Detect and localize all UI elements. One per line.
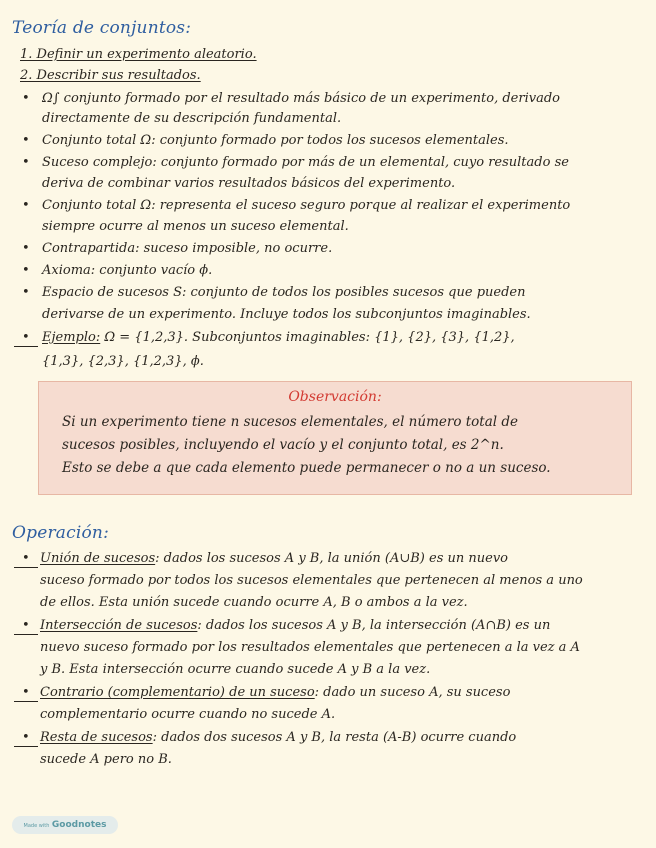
step-2: 2. Describir sus resultados.: [20, 68, 201, 83]
bullet-3-line-2: deriva de combinar varios resultados básicos del experimento.: [42, 176, 456, 191]
observation-line-3: Esto se debe a que cada elemento puede permanecer o no a un suceso.: [62, 460, 551, 476]
bullet-dot: •: [22, 285, 30, 300]
bullet-1-line-1: Ω∫ conjunto formado por el resultado más básico de un experimento, derivado: [42, 91, 560, 106]
op-2-line-1: [40, 618, 550, 634]
margin-underline: [14, 701, 38, 702]
bullet-8-line-2: {1,3}, {2,3}, {1,2,3}, ϕ.: [42, 354, 204, 369]
bullet-3-line-1: Suceso complejo: conjunto formado por más de un elemental, cuyo resultado se: [42, 155, 569, 170]
op-1-text: : dados los sucesos A y B, la unión (A∪B) es un nuevo: [155, 551, 508, 566]
op-2-text: : dados los sucesos A y B, la intersección (A∩B) es un: [197, 618, 551, 633]
bullet-2-line-1: Conjunto total Ω: conjunto formado por todos los sucesos elementales.: [42, 133, 509, 148]
bullet-dot: •: [22, 155, 30, 170]
observation-line-1: Si un experimento tiene n sucesos elementales, el número total de: [62, 414, 519, 430]
bullet-8-line-1: [42, 330, 515, 346]
bullet-7-line-2: derivarse de un experimento. Incluye todos los subconjuntos imaginables.: [42, 307, 531, 322]
op-3-term: Contrario (complementario) de un suceso: [40, 685, 315, 700]
heading-operacion: Operación:: [12, 523, 110, 543]
example-text: Ω = {1,2,3}. Subconjuntos imaginables: {1}, {2}, {3}, {1,2},: [100, 330, 515, 345]
op-1-term: Unión de sucesos: [40, 551, 156, 566]
bullet-4-line-2: siempre ocurre al menos un suceso elemental.: [42, 219, 349, 234]
bullet-dot: •: [22, 198, 30, 213]
bullet-6-line-1: Axioma: conjunto vacío ϕ.: [42, 263, 213, 278]
badge-prefix: Made with: [23, 823, 50, 829]
op-2-line-2: nuevo suceso formado por los resultados elementales que pertenecen a la vez a A: [40, 640, 580, 655]
heading-teoria: Teoría de conjuntos:: [12, 18, 192, 38]
bullet-1-line-2: directamente de su descripción fundamental.: [42, 111, 342, 126]
observation-title: Observación:: [288, 389, 382, 405]
example-label: Ejemplo:: [42, 330, 101, 345]
margin-underline: [14, 567, 38, 568]
bullet-7-line-1: Espacio de sucesos S: conjunto de todos los posibles sucesos que pueden: [42, 285, 526, 300]
op-1-line-1: [40, 551, 508, 567]
bullet-dot: •: [22, 241, 30, 256]
bullet-dot: •: [22, 91, 30, 106]
op-2-term: Intersección de sucesos: [40, 618, 198, 633]
badge-brand: Goodnotes: [51, 820, 107, 830]
op-3-line-1: [40, 685, 510, 701]
op-1-line-2: suceso formado por todos los sucesos elementales que pertenecen al menos a uno: [40, 573, 583, 588]
op-3-line-2: complementario ocurre cuando no sucede A.: [40, 707, 336, 722]
step-1: 1. Definir un experimento aleatorio.: [20, 47, 257, 62]
margin-underline: [14, 634, 38, 635]
margin-underline: [14, 746, 38, 747]
bullet-dot: •: [22, 618, 30, 633]
op-3-text: : dado un suceso A, su suceso: [314, 685, 511, 700]
bullet-5-line-1: Contrapartida: suceso imposible, no ocurre.: [42, 241, 333, 256]
margin-underline: [14, 346, 38, 347]
bullet-dot: •: [22, 730, 30, 745]
bullet-dot: •: [22, 330, 30, 345]
op-2-line-3: y B. Esta intersección ocurre cuando sucede A y B a la vez.: [40, 662, 431, 677]
goodnotes-badge: [12, 816, 118, 834]
bullet-4-line-1: Conjunto total Ω: representa el suceso seguro porque al realizar el experimento: [42, 198, 571, 213]
bullet-dot: •: [22, 685, 30, 700]
observation-line-2: sucesos posibles, incluyendo el vacío y el conjunto total, es 2^n.: [62, 437, 504, 453]
op-4-term: Resta de sucesos: [40, 730, 153, 745]
op-4-text: : dados dos sucesos A y B, la resta (A-B) ocurre cuando: [152, 730, 517, 745]
op-1-line-3: de ellos. Esta unión sucede cuando ocurre A, B o ambos a la vez.: [40, 595, 468, 610]
op-4-line-1: [40, 730, 516, 746]
bullet-dot: •: [22, 133, 30, 148]
bullet-dot: •: [22, 551, 30, 566]
bullet-dot: •: [22, 263, 30, 278]
op-4-line-2: sucede A pero no B.: [40, 752, 172, 767]
observation-box: [38, 381, 632, 495]
